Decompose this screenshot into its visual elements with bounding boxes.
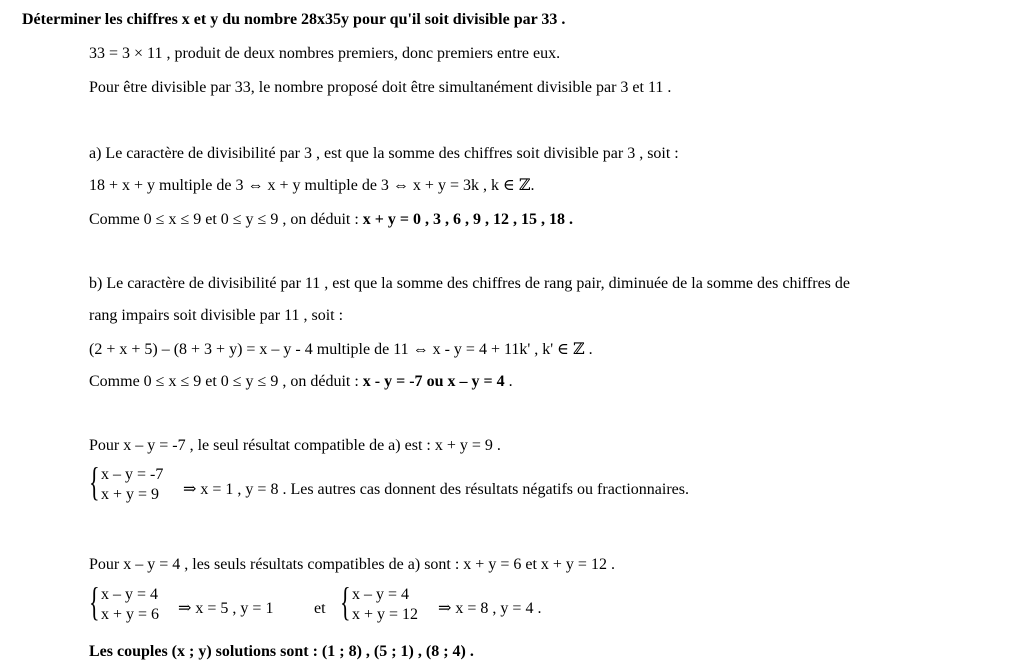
case-2-system-b (340, 579, 440, 626)
part-a-line-3-prefix: Comme 0 ≤ x ≤ 9 et 0 ≤ y ≤ 9 , on déduit : (89, 211, 363, 228)
problem-title: Déterminer les chiffres x et y du nombre 28x35y pour qu'il soit divisible par 33 . (22, 11, 566, 28)
system-equation-2: x + y = 12 (352, 606, 419, 623)
part-b-line-4-prefix: Comme 0 ≤ x ≤ 9 et 0 ≤ y ≤ 9 , on déduit : (89, 373, 363, 390)
part-b-line-3: (2 + x + 5) – (8 + 3 + y) = x – y - 4 multiple de 11 ⇔ x - y = 4 + 11k' , k' ∈ ℤ . (89, 341, 593, 358)
system-equation-2: x + y = 6 (101, 606, 160, 623)
part-b-line-4 (89, 372, 513, 392)
case-2-system-a (89, 579, 189, 626)
case-2-intro: Pour x – y = 4 , les seuls résultats compatibles de a) sont : x + y = 6 et x + y = 12 . (89, 556, 615, 573)
part-b-line-2: rang impairs soit divisible par 11 , soit : (89, 307, 344, 324)
brace-icon: { (89, 459, 100, 504)
system-equation-1: x – y = 4 (101, 586, 159, 603)
system-equation-1: x – y = -7 (101, 466, 164, 483)
part-a-line-2: 18 + x + y multiple de 3 ⇔ x + y multiple de 3 ⇔ x + y = 3k , k ∈ ℤ. (89, 177, 535, 194)
case-1-result: ⇒ x = 1 , y = 8 . Les autres cas donnent des résultats négatifs ou fractionnaires. (183, 481, 689, 498)
conclusion: Les couples (x ; y) solutions sont : (1 ; 8) , (5 ; 1) , (8 ; 4) . (89, 643, 474, 660)
system-equation-2: x + y = 9 (101, 486, 160, 503)
intro-line-1: 33 = 3 × 11 , produit de deux nombres premiers, donc premiers entre eux. (89, 45, 561, 62)
part-a-result: x + y = 0 , 3 , 6 , 9 , 12 , 15 , 18 . (362, 211, 574, 228)
part-a-line-1: a) Le caractère de divisibilité par 3 , est que la somme des chiffres soit divisible par 3 , soit : (89, 145, 679, 162)
case-2-connector: et (314, 600, 326, 617)
case-1-system (89, 459, 189, 506)
part-a-line-3 (89, 210, 573, 230)
case-2-system-a-result: ⇒ x = 5 , y = 1 (178, 600, 274, 617)
part-b-connector: ou (422, 373, 448, 390)
part-b-result-2: x – y = 4 (447, 373, 505, 390)
case-2-system-b-result: ⇒ x = 8 , y = 4 . (438, 600, 542, 617)
system-equation-1: x – y = 4 (352, 586, 410, 603)
part-b-result-1: x - y = -7 (362, 373, 423, 390)
intro-line-2: Pour être divisible par 33, le nombre proposé doit être simultanément divisible par 3 et 11 . (89, 79, 672, 96)
brace-icon: { (340, 579, 351, 624)
case-1-intro: Pour x – y = -7 , le seul résultat compatible de a) est : x + y = 9 . (89, 437, 501, 454)
part-b-line-4-end: . (504, 373, 513, 390)
part-b-line-1: b) Le caractère de divisibilité par 11 , est que la somme des chiffres de rang pair, diminuée de la somme des chiffres de (89, 275, 851, 292)
brace-icon: { (89, 579, 100, 624)
